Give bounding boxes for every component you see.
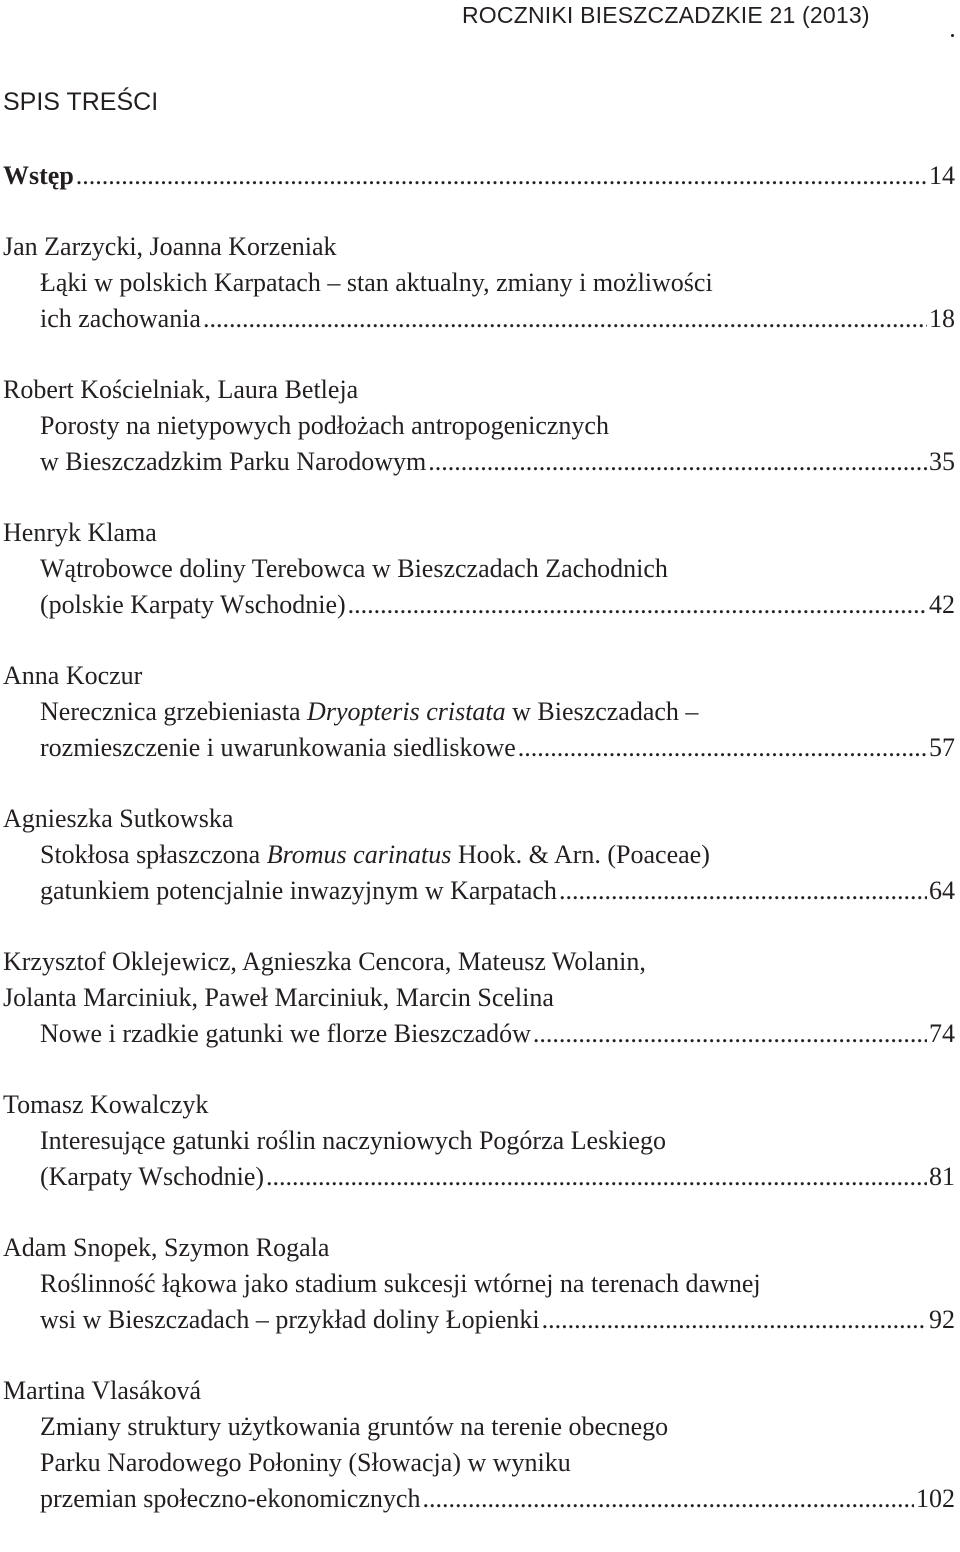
toc-entry-title: Nerecznica grzebieniasta Dryopteris cristata w Bieszczadach – (40, 697, 699, 726)
toc-entry-title: przemian społeczno-ekonomicznych (40, 1484, 421, 1513)
toc-entry-title: Wstęp (3, 161, 74, 190)
dot-leader (533, 1016, 927, 1052)
running-head: ROCZNIKI BIESZCZADZKIE 21 (2013) (462, 2, 870, 28)
toc-entry-title: Stokłosa spłaszczona Bromus carinatus Hook. & Arn. (Poaceae) (40, 840, 710, 869)
toc-entry[interactable] (3, 1373, 955, 1517)
toc-entry-title: Interesujące gatunki roślin naczyniowych Pogórza Leskiego (40, 1126, 666, 1155)
page-number: 81 (929, 1162, 955, 1191)
dot-leader (518, 730, 927, 766)
toc-entry-title: (Karpaty Wschodnie) (40, 1162, 265, 1191)
toc-entry[interactable] (3, 658, 955, 766)
dot-leader (76, 158, 927, 194)
toc-entry[interactable] (3, 229, 955, 337)
dot-leader (266, 1159, 927, 1195)
page-number: 92 (929, 1305, 955, 1334)
dot-leader (422, 1481, 914, 1517)
toc-entry-title: gatunkiem potencjalnie inwazyjnym w Karpatach (40, 876, 557, 905)
page-number: 42 (929, 590, 955, 619)
toc-entry-authors: Robert Kościelniak, Laura Betleja (3, 375, 359, 404)
dot-leader (428, 444, 927, 480)
toc-entry-authors: Jolanta Marciniuk, Paweł Marciniuk, Marcin Scelina (3, 983, 554, 1012)
dot-leader (348, 587, 927, 623)
toc-entry-authors: Anna Koczur (3, 661, 143, 690)
toc-entry[interactable] (3, 515, 955, 623)
corner-dot (951, 34, 954, 37)
page-number: 18 (929, 304, 955, 333)
page-number: 57 (929, 733, 955, 762)
toc-entry-title: Wątrobowce doliny Terebowca w Bieszczadach Zachodnich (40, 554, 668, 583)
toc-entry-title: Porosty na nietypowych podłożach antropogenicznych (40, 411, 609, 440)
toc-entry-title: ich zachowania (40, 304, 201, 333)
toc-entry-title: w Bieszczadzkim Parku Narodowym (40, 447, 427, 476)
toc-entry-authors: Tomasz Kowalczyk (3, 1090, 209, 1119)
toc-title: SPIS TREŚCI (3, 88, 159, 116)
toc-entry[interactable] (3, 1087, 955, 1195)
toc-entry-title: Parku Narodowego Połoniny (Słowacja) w wyniku (40, 1448, 571, 1477)
toc-entry-authors: Agnieszka Sutkowska (3, 804, 234, 833)
toc-entry-title: (polskie Karpaty Wschodnie) (40, 590, 346, 619)
toc-entry-intro[interactable] (3, 158, 955, 194)
page-number: 35 (929, 447, 955, 476)
toc-entry-title: Łąki w polskich Karpatach – stan aktualny, zmiany i możliwości (40, 268, 713, 297)
table-of-contents (3, 158, 955, 1552)
toc-entry-title: Zmiany struktury użytkowania gruntów na terenie obecnego (40, 1412, 669, 1441)
toc-entry-authors: Jan Zarzycki, Joanna Korzeniak (3, 232, 337, 261)
dot-leader (559, 873, 927, 909)
toc-entry[interactable] (3, 801, 955, 909)
toc-entry-title: wsi w Bieszczadach – przykład doliny Łopienki (40, 1305, 540, 1334)
toc-entry-title: Roślinność łąkowa jako stadium sukcesji wtórnej na terenach dawnej (40, 1269, 761, 1298)
species-name: Bromus carinatus (266, 840, 452, 869)
toc-entry-authors: Adam Snopek, Szymon Rogala (3, 1233, 330, 1262)
dot-leader (203, 301, 927, 337)
page-number: 102 (916, 1484, 955, 1513)
toc-entry-title: rozmieszczenie i uwarunkowania siedliskowe (40, 733, 516, 762)
toc-entry-authors: Krzysztof Oklejewicz, Agnieszka Cencora, Mateusz Wolanin, (3, 947, 646, 976)
toc-entry[interactable] (3, 372, 955, 480)
page-number: 64 (929, 876, 955, 905)
toc-entry-authors: Martina Vlasáková (3, 1376, 202, 1405)
dot-leader (542, 1302, 927, 1338)
toc-entry-authors: Henryk Klama (3, 518, 157, 547)
page-number: 14 (929, 161, 955, 190)
toc-entry-title: Nowe i rzadkie gatunki we florze Bieszczadów (40, 1019, 531, 1048)
species-name: Dryopteris cristata (307, 697, 506, 726)
toc-entry[interactable] (3, 1230, 955, 1338)
toc-entry[interactable] (3, 944, 955, 1052)
page-number: 74 (929, 1019, 955, 1048)
